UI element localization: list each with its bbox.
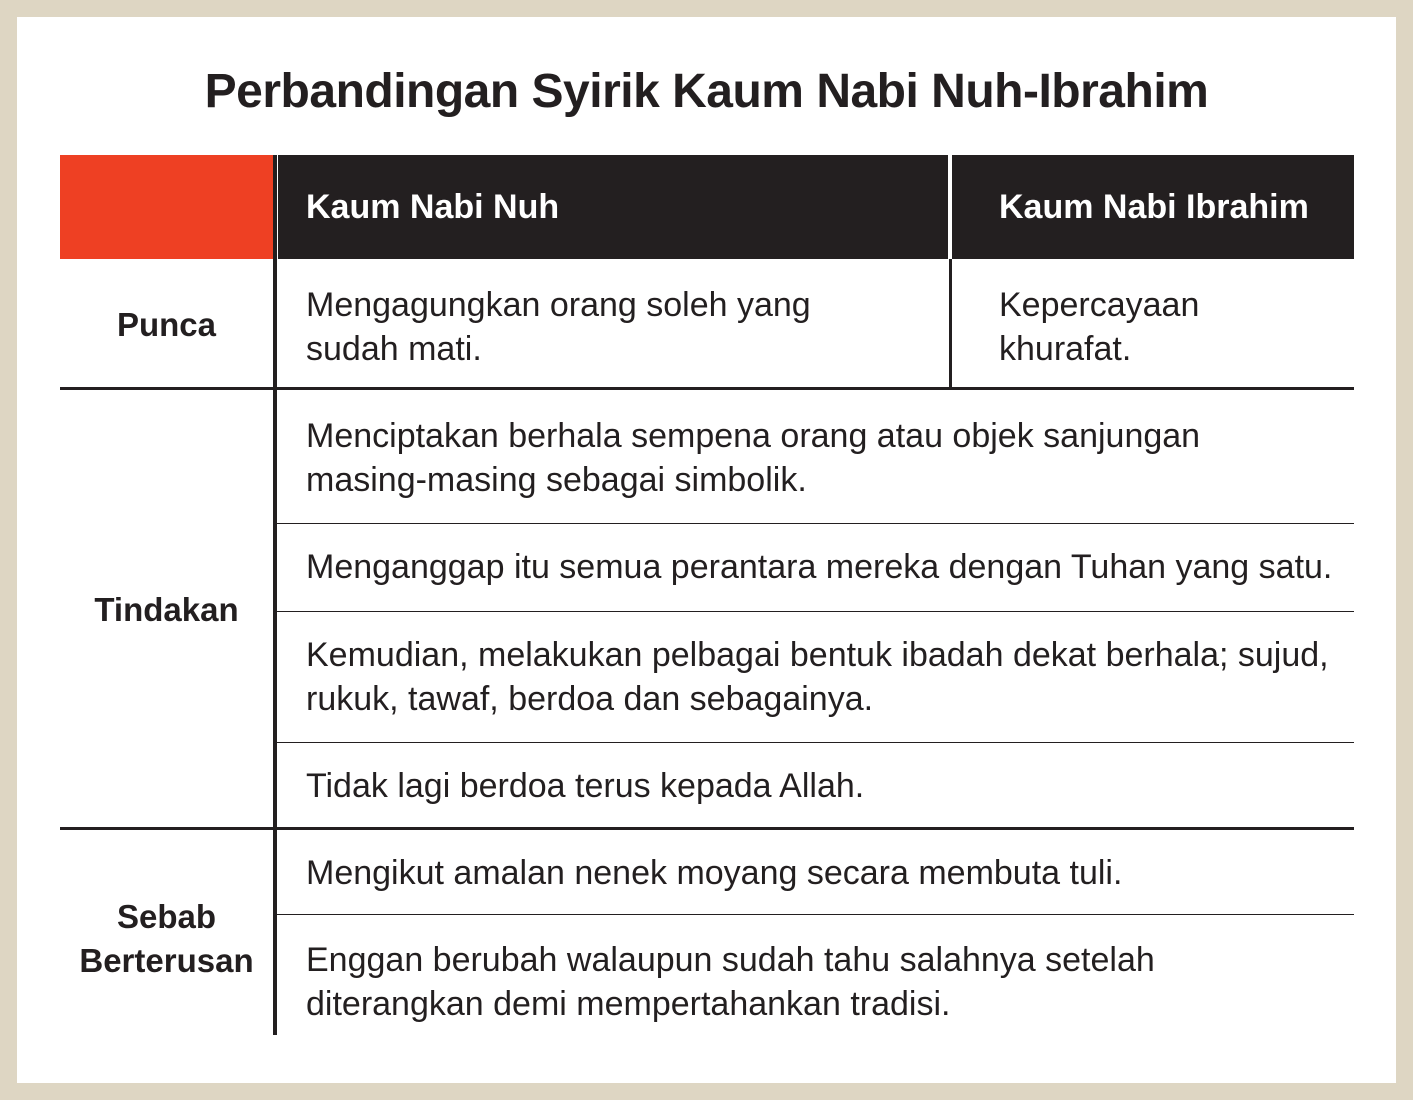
cell-text-line: Menganggap itu semua perantara mereka dengan Tuhan yang satu.: [306, 548, 1333, 586]
row-label-punca: Punca: [116, 306, 217, 343]
sebab-item: [306, 938, 1155, 1026]
header-column-divider: [948, 155, 952, 259]
column-header-nuh: Kaum Nabi Nuh: [306, 188, 560, 226]
cell-text-line: Tidak lagi berdoa terus kepada Allah.: [306, 767, 865, 805]
page-title: Perbandingan Syirik Kaum Nabi Nuh-Ibrahim: [204, 65, 1209, 118]
section-divider: [60, 387, 1354, 390]
row-label-line: Sebab: [116, 898, 217, 935]
cell-text-line: Menciptakan berhala sempena orang atau objek sanjungan: [306, 417, 1201, 455]
cell-text-line: Mengikut amalan nenek moyang secara membuta tuli.: [306, 854, 1123, 892]
cell-text-line: Kemudian, melakukan pelbagai bentuk ibadah dekat berhala; sujud,: [306, 636, 1329, 674]
row-label-line: Berterusan: [79, 942, 254, 979]
cell-text-line: sudah mati.: [306, 330, 482, 368]
cell-text-line: Mengagungkan orang soleh yang: [306, 286, 811, 324]
cell-text-line: Enggan berubah walaupun sudah tahu salahnya setelah: [306, 941, 1155, 979]
label-column-divider: [273, 155, 277, 1035]
punca-nuh-cell: [306, 283, 811, 371]
tindakan-item: [306, 633, 1329, 721]
cell-text-line: rukuk, tawaf, berdoa dan sebagainya.: [306, 680, 874, 718]
row-divider: [277, 742, 1354, 743]
tindakan-item: [306, 764, 864, 808]
header-accent-block: [60, 155, 273, 259]
punca-ibrahim-cell: [999, 283, 1199, 371]
row-label-tindakan: Tindakan: [94, 591, 239, 628]
cell-text-line: masing-masing sebagai simbolik.: [306, 461, 807, 499]
punca-column-divider: [949, 259, 952, 389]
row-divider: [277, 611, 1354, 612]
cell-text-line: khurafat.: [999, 330, 1132, 368]
row-divider: [277, 914, 1354, 915]
row-divider: [277, 523, 1354, 524]
cell-text-line: diterangkan demi mempertahankan tradisi.: [306, 985, 951, 1023]
section-divider: [60, 827, 1354, 830]
tindakan-item: [306, 545, 1332, 589]
tindakan-item: [306, 414, 1200, 502]
column-header-ibrahim: Kaum Nabi Ibrahim: [999, 188, 1309, 226]
cell-text-line: Kepercayaan: [999, 286, 1200, 324]
row-label-sebab-berterusan: [60, 895, 273, 983]
sebab-item: [306, 851, 1122, 895]
